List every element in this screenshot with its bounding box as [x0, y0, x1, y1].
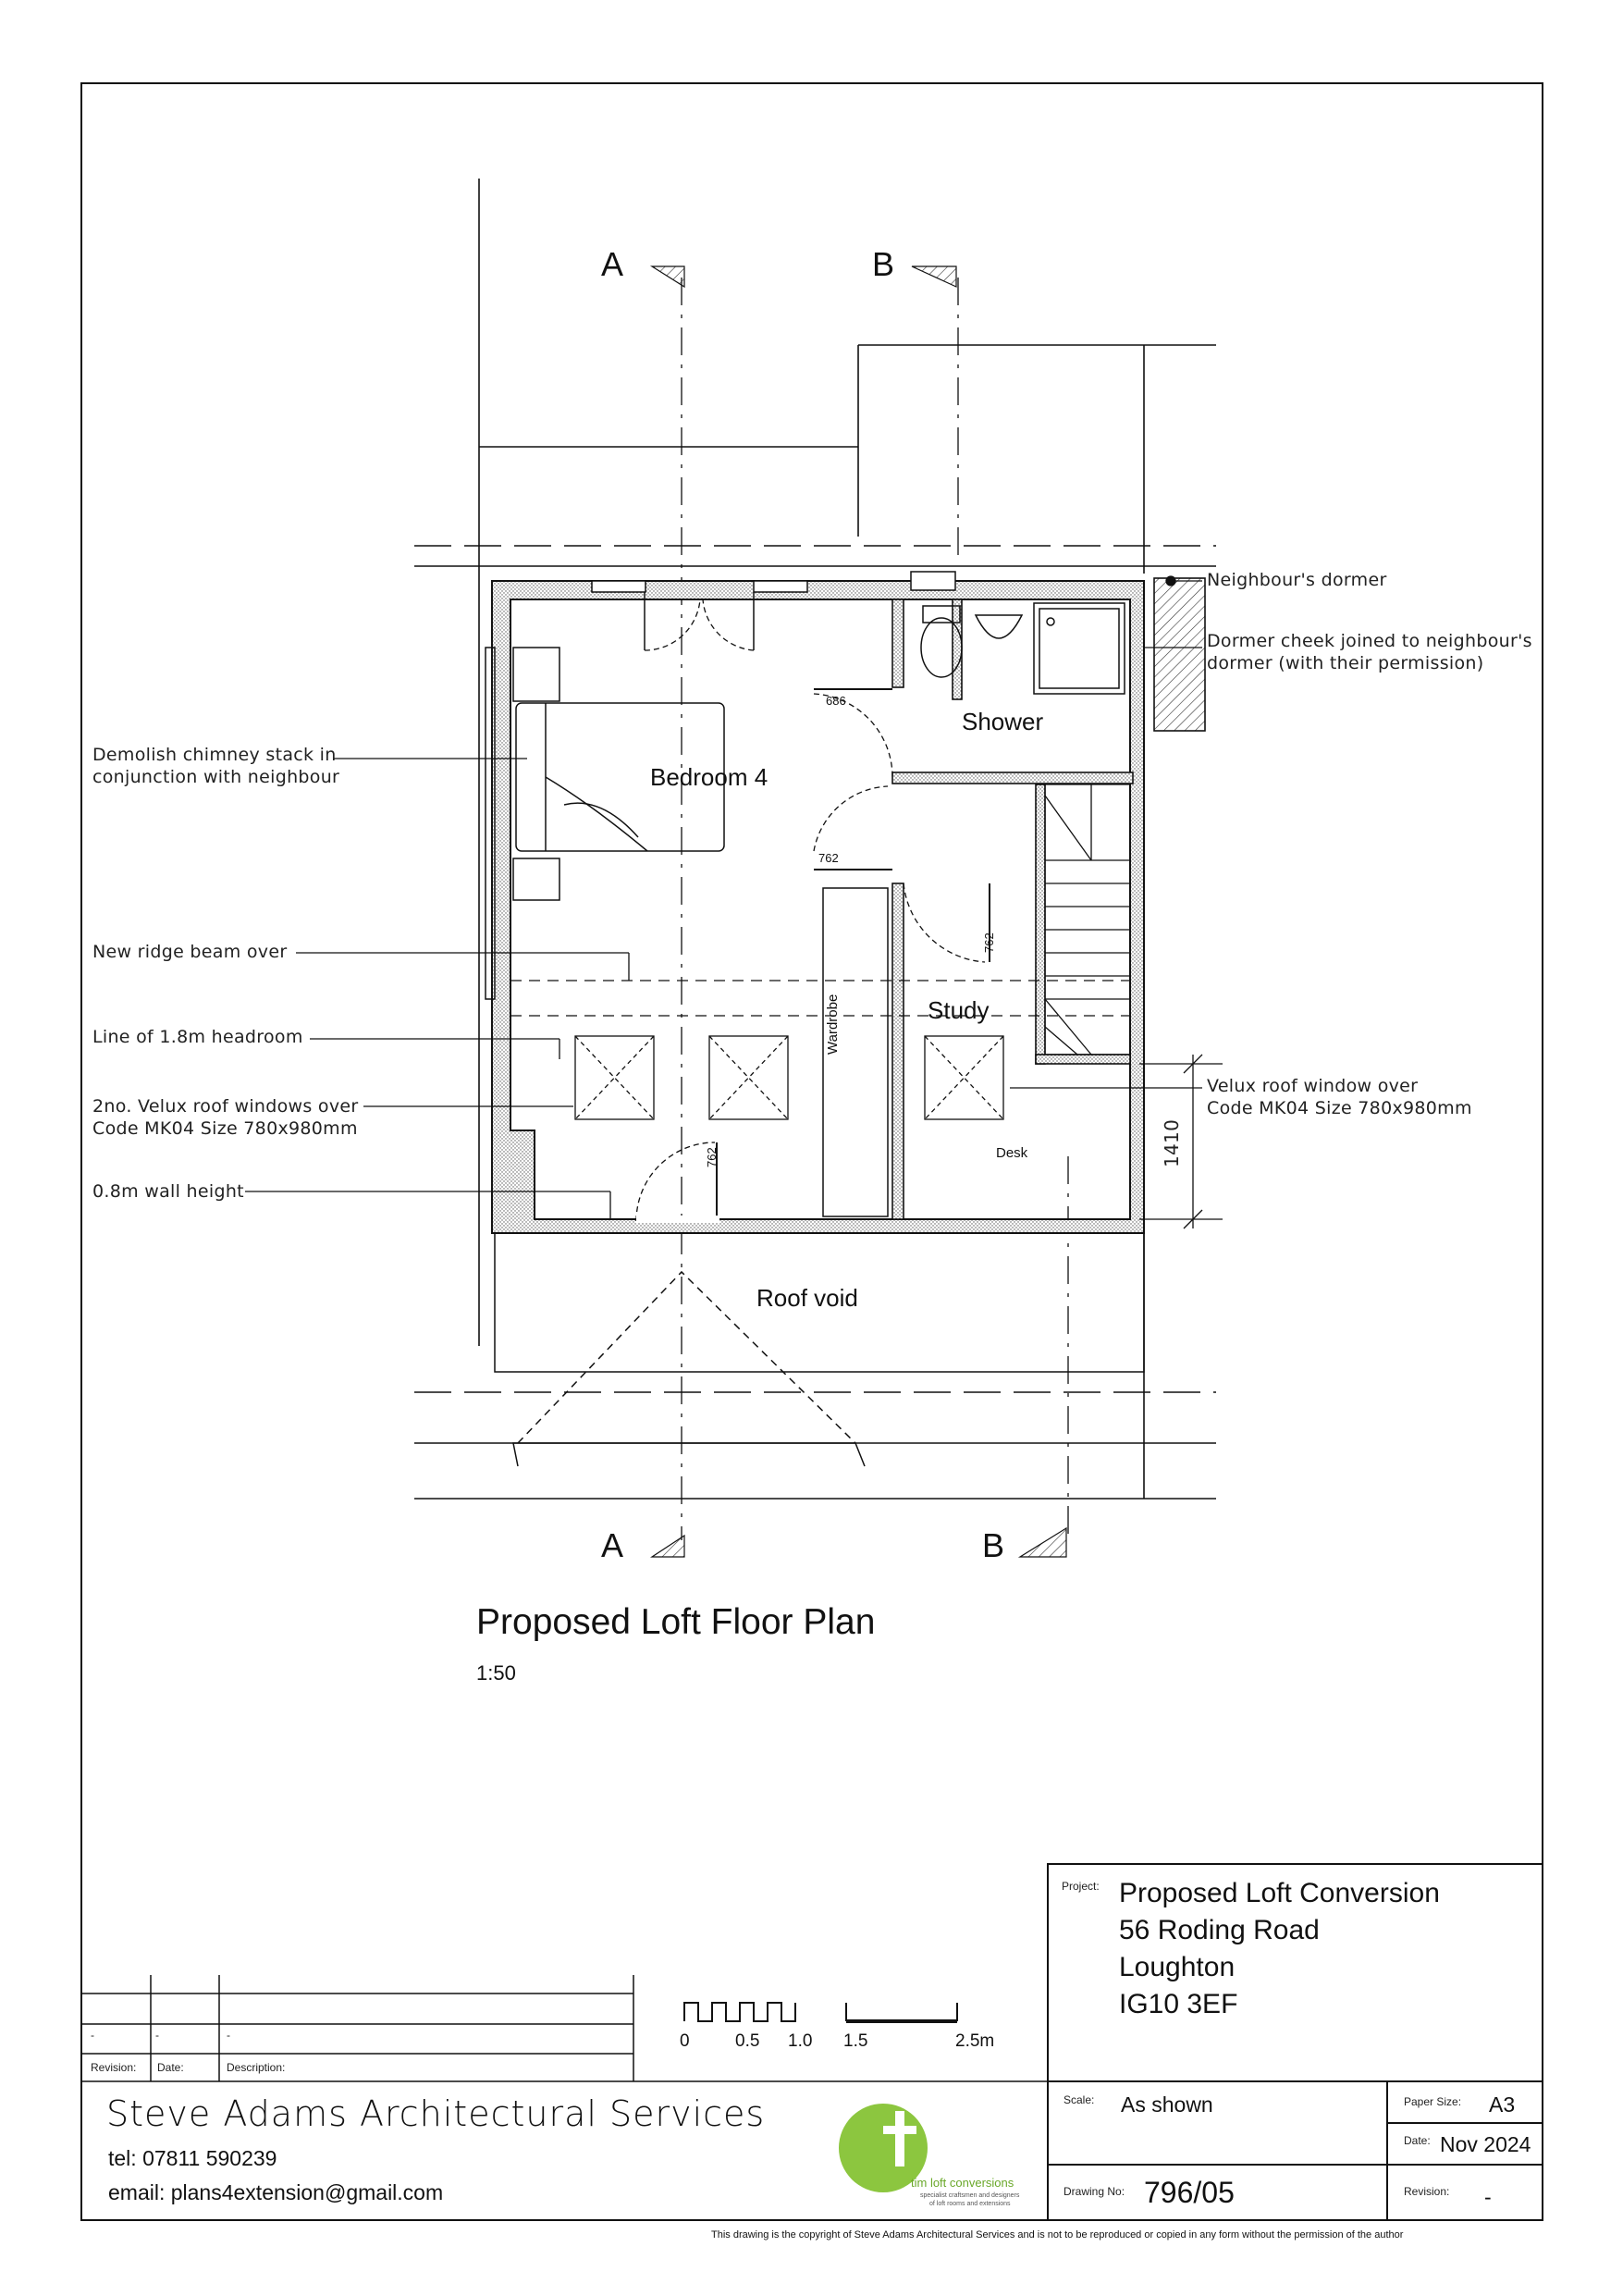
bathroom-fittings	[921, 603, 1125, 694]
note-neighbour-dormer: Neighbour's dormer	[1207, 570, 1387, 590]
dimension-1410-label: 1410	[1161, 1118, 1183, 1167]
room-label-roof-void: Roof void	[756, 1284, 858, 1312]
note-chimney-1: Demolish chimney stack in	[92, 745, 337, 765]
tb-paper-size-label: Paper Size:	[1404, 2095, 1462, 2108]
scale-bar-label-2-5m: 2.5m	[955, 2031, 995, 2051]
note-ridge-beam: New ridge beam over	[92, 942, 288, 962]
tb-revision-value: -	[1484, 2185, 1492, 2209]
revision-header-description: Description:	[227, 2061, 286, 2074]
section-marker-a-bottom: A	[601, 1526, 624, 1564]
room-label-bedroom: Bedroom 4	[650, 763, 768, 791]
door-width-762-bedroom: 762	[818, 851, 839, 865]
revision-row-date: -	[155, 2029, 159, 2042]
tb-drawing-no-label: Drawing No:	[1064, 2185, 1125, 2198]
scale-bar	[684, 2003, 957, 2021]
drawing-title: Proposed Loft Floor Plan	[476, 1602, 876, 1642]
tb-project-line-4: IG10 3EF	[1119, 1989, 1238, 2019]
label-wardrobe: Wardrobe	[825, 994, 841, 1055]
door-width-762-landing: 762	[705, 1147, 719, 1167]
logo-name: tim loft conversions	[911, 2176, 1014, 2190]
company-name: Steve Adams Architectural Services	[106, 2093, 766, 2134]
logo-tagline-1: specialist craftsmen and designers	[920, 2192, 1020, 2199]
section-lines	[682, 278, 1068, 1540]
scale-bar-label-0-5: 0.5	[735, 2031, 760, 2051]
tb-project-line-3: Loughton	[1119, 1952, 1236, 1982]
door-width-686: 686	[826, 694, 846, 708]
staircase	[1045, 784, 1130, 1055]
tb-date-value: Nov 2024	[1440, 2132, 1531, 2156]
section-marker-b-top: B	[872, 245, 895, 283]
section-marker-a-top: A	[601, 245, 624, 283]
tb-revision-label: Revision:	[1404, 2185, 1450, 2198]
scale-bar-label-1-0: 1.0	[788, 2031, 813, 2051]
leader-lines	[245, 576, 1202, 1219]
tb-paper-size-value: A3	[1489, 2092, 1516, 2117]
tb-project-label: Project:	[1062, 1880, 1100, 1893]
tb-project-line-1: Proposed Loft Conversion	[1119, 1878, 1440, 1908]
tb-project-line-2: 56 Roding Road	[1119, 1915, 1320, 1945]
tb-drawing-no-value: 796/05	[1144, 2176, 1235, 2209]
revision-header-date: Date:	[157, 2061, 184, 2074]
revision-header-revision: Revision:	[91, 2061, 137, 2074]
scale-bar-label-1-5: 1.5	[843, 2031, 868, 2051]
tb-scale-value: As shown	[1121, 2092, 1213, 2117]
room-label-shower: Shower	[962, 708, 1044, 735]
tb-date-label: Date:	[1404, 2134, 1431, 2147]
logo-tagline-2: of loft rooms and extensions	[929, 2201, 1011, 2207]
drawing-scale: 1:50	[476, 1661, 516, 1685]
velux-windows	[575, 1036, 1003, 1119]
company-email: email: plans4extension@gmail.com	[108, 2180, 444, 2204]
note-velux-right-2: Code MK04 Size 780x980mm	[1207, 1098, 1472, 1118]
revision-row-description: -	[227, 2029, 230, 2042]
note-dormer-cheek-1: Dormer cheek joined to neighbour's	[1207, 631, 1532, 651]
note-velux-left-2: Code MK04 Size 780x980mm	[92, 1118, 358, 1139]
section-arrows	[652, 266, 1066, 1557]
scale-bar-label-0: 0	[680, 2031, 690, 2051]
note-dormer-cheek-2: dormer (with their permission)	[1207, 653, 1484, 673]
internal-walls	[892, 599, 1133, 1219]
note-velux-right-1: Velux roof window over	[1207, 1076, 1419, 1096]
roof-void	[495, 1233, 1144, 1466]
note-wall-height: 0.8m wall height	[92, 1181, 244, 1202]
company-tel: tel: 07811 590239	[108, 2146, 277, 2170]
label-desk: Desk	[996, 1145, 1028, 1161]
room-label-study: Study	[928, 996, 990, 1024]
tb-scale-label: Scale:	[1064, 2093, 1095, 2106]
note-velux-left-1: 2no. Velux roof windows over	[92, 1096, 359, 1117]
note-chimney-2: conjunction with neighbour	[92, 767, 340, 787]
door-width-762-study: 762	[982, 932, 996, 953]
copyright-notice: This drawing is the copyright of Steve Adams Architectural Services and is not to be reproduced or copied in any form without the permission of the author	[711, 2229, 1404, 2240]
revision-table-grid	[81, 1975, 1543, 2081]
revision-row-revision: -	[91, 2029, 94, 2042]
section-marker-b-bottom: B	[982, 1526, 1005, 1564]
door-swings	[636, 599, 985, 1221]
note-headroom: Line of 1.8m headroom	[92, 1027, 303, 1047]
